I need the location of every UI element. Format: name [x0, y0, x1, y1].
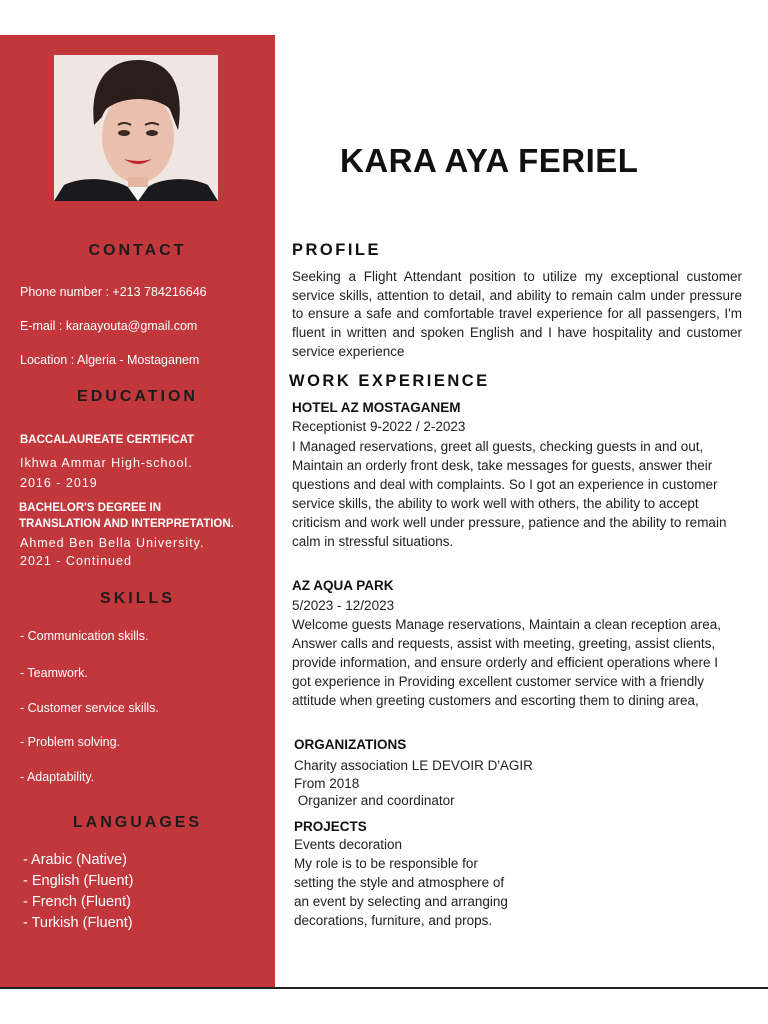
candidate-name: KARA AYA FERIEL: [340, 142, 639, 179]
projects-heading: PROJECTS: [294, 819, 367, 834]
job-description: Welcome guests Manage reservations, Maintain a clean reception area, Answer calls and requests, assist with meeting, greeting, assist clients, provide information, and ensure orderly and efficient operations where I got experience in Providing excellent customer service with a friendly attitude when greeting customers and escorting them to dining area,: [292, 617, 721, 708]
education-degree: BACCALAUREATE CERTIFICAT: [20, 434, 194, 446]
contact-heading: CONTACT: [88, 242, 187, 259]
work-heading: WORK EXPERIENCE: [289, 372, 490, 390]
organization-line: Organizer and coordinator: [294, 793, 455, 808]
contact-email: E-mail : karaayouta@gmail.com: [20, 319, 198, 333]
language-item: - Arabic (Native): [23, 852, 127, 868]
project-line: My role is to be responsible for: [294, 856, 478, 871]
languages-heading: LANGUAGES: [72, 814, 203, 831]
skills-heading: SKILLS: [100, 590, 175, 607]
bottom-divider: [0, 987, 768, 989]
job-description: I Managed reservations, greet all guests, checking guests in and out, Maintain an orderly front desk, take messages for guests, answer their questions and deal with complaints. So I got an experience in customer service skills, the ability to work well with others, the ability to accept criticism and work well under pressure, patience and the ability to remain calm in stressful situations.: [292, 439, 727, 549]
organization-line: From 2018: [294, 776, 360, 791]
education-school: Ikhwa Ammar High-school.: [20, 456, 193, 470]
profile-text: Seeking a Flight Attendant position to utilize my exceptional customer service skills, attention to detail, and ability to remain calm under pressure to ensure a safe and comfortable travel experience for all passengers, I'm fluent in written and spoken English and I have hospitality and customer service experience: [292, 269, 742, 359]
job-role: Receptionist 9-2022 / 2-2023: [292, 419, 466, 434]
organizations-heading: ORGANIZATIONS: [294, 737, 407, 752]
language-item: - Turkish (Fluent): [23, 915, 133, 931]
skill-item: - Adaptability.: [20, 770, 95, 784]
skill-item: - Teamwork.: [20, 666, 88, 680]
education-heading: EDUCATION: [77, 388, 198, 405]
education-degree: BACHELOR'S DEGREE IN: [19, 502, 162, 514]
language-item: - English (Fluent): [23, 873, 134, 889]
language-item: - French (Fluent): [23, 894, 131, 910]
contact-phone: Phone number : +213 784216646: [20, 285, 207, 299]
skill-item: - Problem solving.: [20, 735, 121, 749]
skill-item: - Customer service skills.: [20, 701, 159, 715]
project-line: setting the style and atmosphere of: [294, 875, 505, 890]
education-years: 2021 - Continued: [20, 554, 132, 568]
project-name: Events decoration: [294, 837, 403, 852]
project-line: decorations, furniture, and props.: [294, 913, 493, 928]
organization-line: Charity association LE DEVOIR D'AGIR: [294, 758, 533, 773]
education-degree-line2: TRANSLATION AND INTERPRETATION.: [19, 518, 234, 530]
education-school: Ahmed Ben Bella University.: [20, 536, 205, 550]
education-years: 2016 - 2019: [20, 476, 98, 490]
profile-heading: PROFILE: [292, 241, 382, 259]
project-line: an event by selecting and arranging: [294, 894, 508, 909]
job-company: HOTEL AZ MOSTAGANEM: [292, 400, 461, 415]
job-company: AZ AQUA PARK: [292, 578, 394, 593]
job-role: 5/2023 - 12/2023: [292, 598, 395, 613]
contact-location: Location : Algeria - Mostaganem: [20, 353, 200, 367]
profile-photo: [54, 55, 218, 201]
skill-item: - Communication skills.: [20, 629, 149, 643]
